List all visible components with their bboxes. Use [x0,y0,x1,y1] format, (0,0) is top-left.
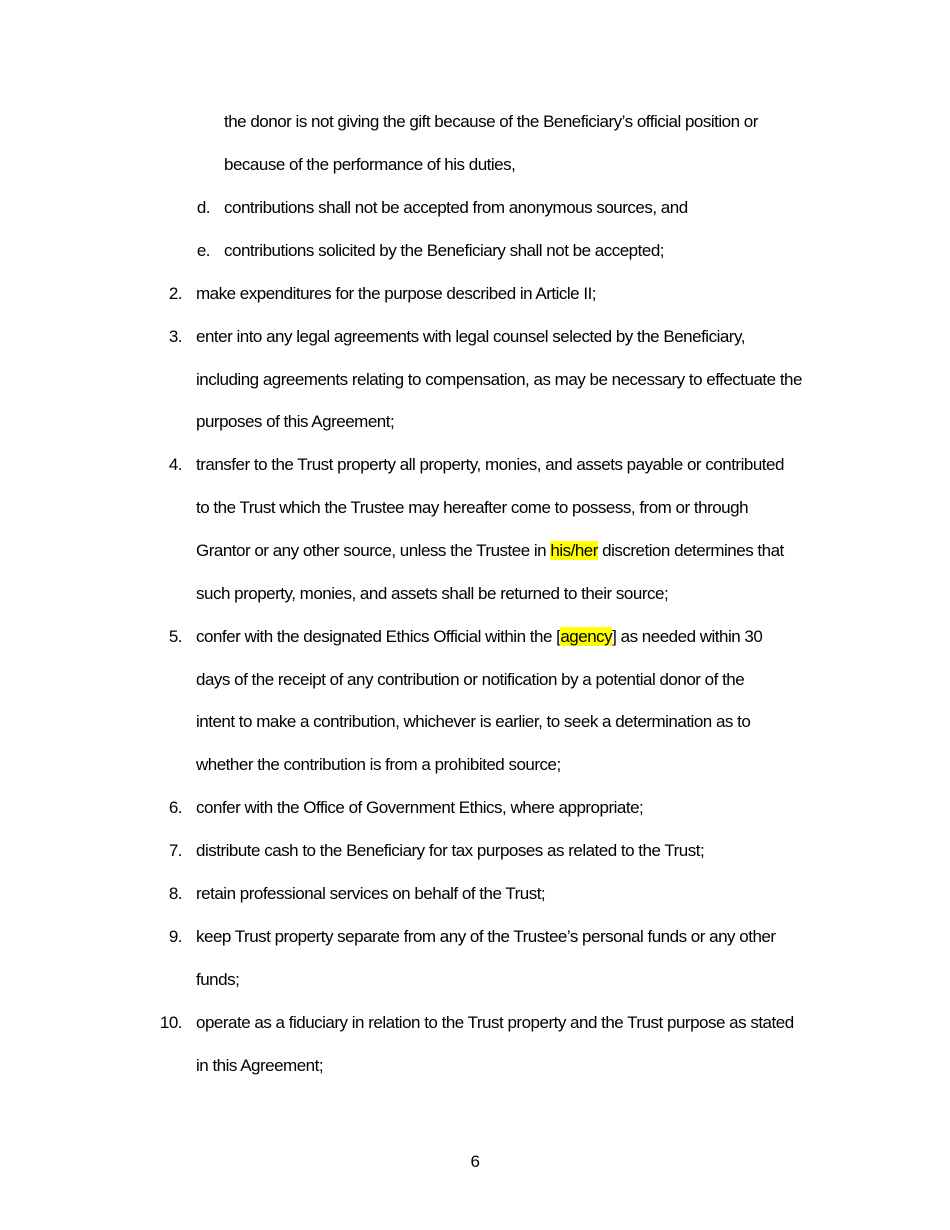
list-item-10-line-2: in this Agreement; [196,1056,324,1075]
list-item-5-line-4: whether the contribution is from a prohibited source; [196,755,561,774]
sublist-c-line-1: the donor is not giving the gift because of the Beneficiary’s official position or [224,112,758,131]
list-item-4-number: 4. [168,455,182,474]
list-item-2-number: 2. [168,284,182,303]
highlighted-placeholder-his-her: his/her [550,541,598,560]
list-item-7-number: 7. [168,841,182,860]
list-item-5-line-3: intent to make a contribution, whichever is earlier, to seek a determination as to [196,712,751,731]
list-item-3-line-2: including agreements relating to compensation, as may be necessary to effectuate the [196,370,802,389]
list-item-8-line-1: retain professional services on behalf of the Trust; [196,884,546,903]
list-item-4-line-4: such property, monies, and assets shall be returned to their source; [196,584,669,603]
list-item-4-line-3 [196,539,784,563]
list-item-2-line-1: make expenditures for the purpose described in Article II; [196,284,597,303]
list-item-6-number: 6. [168,798,182,817]
list-item-4-line-2: to the Trust which the Trustee may hereafter come to possess, from or through [196,498,749,517]
list-item-9-number: 9. [168,927,182,946]
list-item-4-line-3-post: discretion determines that [597,541,784,560]
list-item-5-line-1-pre: confer with the designated Ethics Official within the [ [196,627,561,646]
list-item-5-line-1 [196,625,762,649]
list-item-7-line-1: distribute cash to the Beneficiary for tax purposes as related to the Trust; [196,841,705,860]
list-item-10-line-1: operate as a fiduciary in relation to the Trust property and the Trust purpose as stated [196,1013,794,1032]
list-item-3-line-1: enter into any legal agreements with legal counsel selected by the Beneficiary, [196,327,745,346]
list-item-4-line-3-pre: Grantor or any other source, unless the Trustee in [196,541,551,560]
list-item-8-number: 8. [168,884,182,903]
highlighted-placeholder-agency: agency [560,627,613,646]
list-item-10-number: 10. [159,1013,182,1032]
sublist-d-label: d. [196,198,210,217]
list-item-5-line-1-post: ] as needed within 30 [612,627,763,646]
list-item-6-line-1: confer with the Office of Government Ethics, where appropriate; [196,798,644,817]
list-item-5-line-2: days of the receipt of any contribution or notification by a potential donor of the [196,670,745,689]
list-item-4-line-1: transfer to the Trust property all property, monies, and assets payable or contributed [196,455,784,474]
list-item-3-line-3: purposes of this Agreement; [196,412,395,431]
sublist-d-text: contributions shall not be accepted from anonymous sources, and [224,198,688,217]
list-item-9-line-1: keep Trust property separate from any of the Trustee’s personal funds or any other [196,927,776,946]
list-item-9-line-2: funds; [196,970,240,989]
page-number: 6 [470,1152,480,1171]
list-item-5-number: 5. [168,627,182,646]
sublist-e-text: contributions solicited by the Beneficiary shall not be accepted; [224,241,664,260]
sublist-c-line-2: because of the performance of his duties, [224,155,516,174]
list-item-3-number: 3. [168,327,182,346]
sublist-e-label: e. [196,241,210,260]
